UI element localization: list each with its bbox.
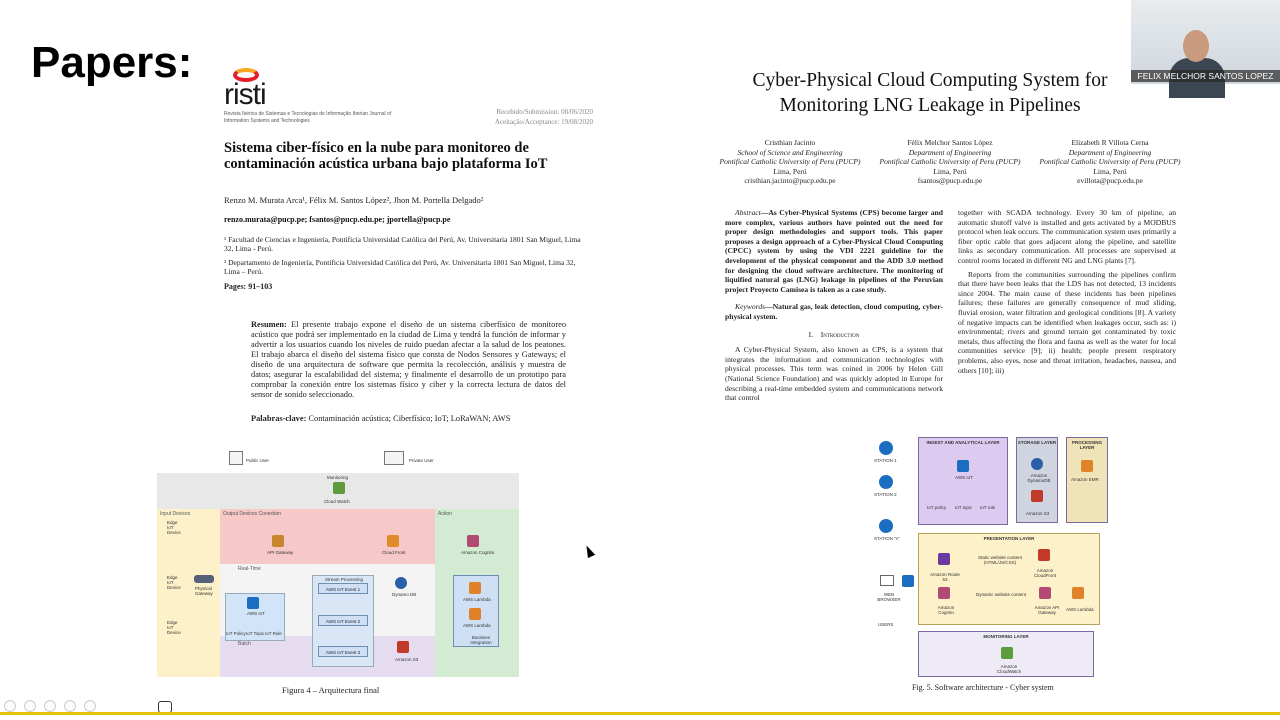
s3-label: Amazon S3 <box>395 657 419 662</box>
iot-event-1: AWS IoT Event 1 <box>318 583 368 594</box>
received-dates <box>485 107 593 127</box>
business-label: Bussines Integration <box>470 635 492 645</box>
public-user-icon <box>229 451 243 465</box>
presentation-layer-title: PRESENTATION LAYER <box>983 536 1035 541</box>
affiliation-1: ¹ Facultad de Ciencias e Ingeniería, Pontificia Universidad Católica del Perú, Av. Universitaria 1801 San Miguel, Lima 32, Lima - Perú. <box>224 235 581 253</box>
rp-keywords-label: Keywords <box>735 302 766 312</box>
author-2-dept: Department of Engineering <box>908 147 992 157</box>
cloudwatch-icon <box>333 482 345 494</box>
monitoring-layer-title: MONITORING LAYER <box>983 634 1029 639</box>
lambda-label-2: AWS Lambda <box>463 623 491 628</box>
cloudfront-icon <box>387 535 399 547</box>
left-paper-authors: Renzo M. Murata Arca¹, Félix M. Santos López², Jhon M. Portella Delgado² <box>224 195 484 205</box>
cognito-label-r: Amazon Cognito <box>937 605 955 615</box>
journal-subtitle: Revista Ibérica de Sistemas e Tecnologias de Informação Iberian Journal of Information Systems and Technologies <box>224 111 392 124</box>
left-paper-abstract <box>251 320 566 400</box>
route53-label: Amazon Route 53 <box>930 572 960 582</box>
toolbar-pen-icon[interactable] <box>44 700 56 712</box>
author-2-name: Félix Melchor Santos López <box>907 138 993 147</box>
aws-iot-icon-r <box>957 460 969 472</box>
presenter-head <box>1183 30 1209 62</box>
emr-icon <box>1081 460 1093 472</box>
journal-name: risti <box>224 78 266 111</box>
lambda-icon-1 <box>469 582 481 594</box>
mouse-cursor-icon <box>583 544 595 558</box>
monitoring-label: Monitoring <box>327 475 349 480</box>
author-2 <box>870 138 1030 186</box>
keywords-label: Palabras-clave: <box>251 414 307 423</box>
gateway-label: Physical Gateway <box>195 586 213 596</box>
toolbar-forward-icon[interactable] <box>24 700 36 712</box>
right-paper-column-2 <box>958 208 1176 394</box>
author-3 <box>1030 138 1190 186</box>
gateway-icon <box>194 575 214 583</box>
s3-icon-r <box>1031 490 1043 502</box>
api-gateway-label-r: Amazon API Gateway <box>1034 605 1060 615</box>
output-zone <box>220 509 435 564</box>
edge-device-3: Edge IoT Device <box>167 620 181 635</box>
left-paper-title: Sistema ciber-físico en la nube para monitoreo de contaminación acústica urbana bajo plataforma IoT <box>224 140 548 172</box>
aws-iot-label: AWS IoT <box>247 611 265 616</box>
lambda-label-1: AWS Lambda <box>463 597 491 602</box>
slide-title: Papers: <box>31 38 193 87</box>
author-3-city: Lima, Perú <box>1093 166 1127 176</box>
iot-rule-label-r: IoT rule <box>980 505 996 510</box>
static-content-label: Static website content (HTML/JS/CSS) <box>978 555 1022 565</box>
accepted-date: Aceitação/Acceptance: 19/08/2020 <box>494 118 593 126</box>
emr-label: Amazon EMR <box>1071 477 1099 482</box>
ingest-layer <box>918 437 1008 525</box>
iot-event-3: AWS IoT Event 3 <box>318 646 368 657</box>
station-n-icon <box>879 519 893 533</box>
input-devices-label: Input Devices <box>160 511 191 517</box>
left-paper-emails: renzo.murata@pucp.pe; fsantos@pucp.edu.pe; jportella@pucp.pe <box>224 215 451 224</box>
section-title: Introduction <box>820 329 860 339</box>
right-paper-column-1 <box>725 208 943 403</box>
cognito-icon-r <box>938 587 950 599</box>
author-3-univ: Pontifical Catholic University of Peru (PUCP) <box>1039 157 1181 166</box>
iot-policy-label: IoT Policy <box>226 631 246 636</box>
storage-layer-title: STORAGE LAYER <box>1017 440 1057 445</box>
rp-keywords-text: —Natural gas, leak detection, cloud computing, cyber-physical system. <box>725 302 943 321</box>
station-2-label: STATION 2 <box>874 492 897 497</box>
web-browser-label: WEB BROWSER <box>877 592 901 602</box>
cognito-label: Amazon Cognito <box>461 550 495 555</box>
author-2-univ: Pontifical Catholic University of Peru (PUCP) <box>879 157 1021 166</box>
dynamic-content-label: Dynamic website content <box>976 592 1027 597</box>
right-paper-title: Cyber-Physical Cloud Computing System for Monitoring LNG Leakage in Pipelines <box>752 70 1108 116</box>
private-user-icon <box>384 451 404 465</box>
batch-label: Batch <box>238 641 251 647</box>
progress-bar <box>0 712 1280 715</box>
author-1-name: Cristhian Jacinto <box>764 138 816 147</box>
left-figure-caption: Figura 4 – Arquitectura final <box>282 685 380 695</box>
processing-layer-title: PROCESSING LAYER <box>1071 440 1102 450</box>
cloudfront-icon-r <box>1038 549 1050 561</box>
realtime-label: Real-Time <box>238 566 261 572</box>
col2-paragraph-2: Reports from the communities surrounding the pipelines confirm that there have been leaks that the LDS has not detected, 13 incidents since 2004. The main cause of these incidents has been pipelines failures; these failures are generally consequence of mud sliding, fluvial erosion, water filtration and geological conditions [8]. A variety of negative impacts can be identified when leakages occur, such as: i) environmental; rivers and ground terrain get contaminated by toxic metals, thus affecting the flora and fauna as well as the water for local communities service [9]; ii) health; people present respiratory problems, also eyes, nose and throat irritation, headaches, nausea, and others [10]; iii) <box>958 269 1176 375</box>
station-1-label: STATION 1 <box>874 458 897 463</box>
author-2-city: Lima, Perú <box>933 166 967 176</box>
software-architecture-diagram <box>870 435 1110 680</box>
api-gateway-label: API Gateway <box>267 550 294 555</box>
author-3-dept: Department of Engineering <box>1068 147 1152 157</box>
author-1-univ: Pontifical Catholic University of Peru (PUCP) <box>719 157 861 166</box>
dynamodb-icon-r <box>1031 458 1043 470</box>
author-1-dept: School of Science and Engineering <box>737 147 843 157</box>
api-gateway-icon <box>272 535 284 547</box>
webcam-name-label: FELIX MELCHOR SANTOS LOPEZ <box>1131 70 1280 82</box>
author-1 <box>710 138 870 186</box>
cloudfront-label: Cloud Front <box>382 550 406 555</box>
dynamodb-label-r: Amazon DynamoDB <box>1027 473 1051 483</box>
iot-topic-label-r: IoT topic <box>955 505 973 510</box>
architecture-diagram-left <box>157 445 519 677</box>
iot-event-2: AWS IoT Event 2 <box>318 615 368 626</box>
abstract-label: Resumen: <box>251 320 287 329</box>
author-2-email: fsantos@pucp.edu.pe <box>917 176 983 185</box>
station-2-icon <box>879 475 893 489</box>
cloudwatch-label-r: Amazon CloudWatch <box>996 664 1022 674</box>
ingest-layer-title: INGEST AND ANALYTICAL LAYER <box>926 440 1000 445</box>
author-3-email: evillota@pucp.edu.pe <box>1077 176 1143 185</box>
private-user-label: Private User <box>409 458 434 463</box>
lambda-label-r: AWS Lambda <box>1066 607 1094 612</box>
cognito-icon <box>467 535 479 547</box>
dynamodb-icon <box>395 577 407 589</box>
cloudwatch-icon-r <box>1001 647 1013 659</box>
rp-abstract-label: Abstract <box>735 208 761 217</box>
author-1-email: cristhian.jacinto@pucp.edu.pe <box>744 176 836 185</box>
toolbar-menu-icon[interactable] <box>84 700 96 712</box>
cloudfront-label-r: Amazon CloudFront <box>1033 568 1057 578</box>
users-label: USERS <box>878 622 894 627</box>
edge-device-2: Edge IoT Device <box>167 575 181 590</box>
left-paper-pages: Pages: 91–103 <box>224 282 273 291</box>
col2-paragraph-1: together with SCADA technology. Every 30 km of pipeline, an automatic shutoff valve is installed and gets activated by a MODBUS protocol when leak occurs. The communication system uses primarily a fiber optic cable that goes adjacent along the pipeline, and satellite links as secondary communication. All processes are supervised at control rooms located in different NG and LNG plants [7]. <box>958 208 1176 265</box>
author-3-name: Elizabeth R Villota Cerna <box>1071 138 1149 147</box>
iot-policy-label-r: IoT policy <box>927 505 947 510</box>
route53-icon <box>938 553 950 565</box>
stream-processing-label: Stream Processing <box>325 577 364 582</box>
right-figure-caption: Fig. 5. Software architecture - Cyber system <box>912 683 1054 692</box>
api-gateway-icon-r <box>1039 587 1051 599</box>
toolbar-zoom-icon[interactable] <box>64 700 76 712</box>
station-1-icon <box>879 441 893 455</box>
output-label: Output Devices Conection <box>223 511 282 517</box>
iot-topic-label: IoT Topic <box>246 631 265 636</box>
dynamodb-label: Dynamo DB <box>392 592 417 597</box>
s3-icon <box>397 641 409 653</box>
s3-label-r: Amazon S3 <box>1026 511 1050 516</box>
section-number: I. <box>808 329 814 339</box>
abstract-text: El presente trabajo expone el diseño de un sistema ciberfísico de monitoreo acústico que podrá ser implementado en la ciudad de Lima y tendrá la función de informar y advertir a los usuarios cuando los niveles de ruido puedan afectar a la salud de los peatones. El trabajo abarca el diseño del sistema físico que consta de Nodos Sensores y Gateways; el diseño de una arquitectura de software que permita la recolección, análisis y muestra de datos; asegurar la escalabilidad del sistema; y finalmente el desarrollo de un prototipo para comprobar la conexión entre los sistemas físico y ciber y la correcta lectura de datos del sensor de sonido seleccionado. <box>251 320 567 399</box>
web-browser-icon <box>880 575 894 586</box>
affiliation-2: ² Departamento de Ingeniería, Pontificia Universidad Católica del Perú, Av. Universitaria 1801 San Miguel, Lima 32, Lima – Perú. <box>224 258 576 276</box>
aws-iot-icon <box>247 597 259 609</box>
users-device-icon <box>902 575 914 587</box>
toolbar-back-icon[interactable] <box>4 700 16 712</box>
cloudwatch-label: Cloud Watch <box>324 499 350 504</box>
intro-text: A Cyber-Physical System, also known as CPS, is a system that integrates the information and communication technologies with physical processes. This term was coined in 2006 by Helen Gill (National Science Foundation) and was quickly adopted in Europe for describing a real-time embedded system and communications network that control <box>725 345 943 403</box>
station-n-label: STATION "n" <box>874 536 900 541</box>
rp-abstract-text: —As Cyber-Physical Systems (CPS) become larger and more complex, various authors have pointed out the need for proper design methodologies and support tools. This paper proposes a design approach of a Cyber-Physical Cloud Computing (CPCC) system by using the VDI 2221 guideline for the development of the physical component and the ADD 3.0 method for designing the cloud software architecture. The monitoring of liquified natural gas (LNG) leakage in pipelines of the Peruvian project Proyecto Camisea is taken as a case study. <box>725 208 943 294</box>
left-paper-keywords <box>251 414 510 423</box>
iot-rule-label: IoT Rule <box>265 631 282 636</box>
edge-device-1: Edge IoT Device <box>167 520 181 535</box>
action-label: Action <box>438 511 452 517</box>
lambda-icon-r <box>1072 587 1084 599</box>
aws-iot-label-r: AWS IoT <box>955 475 973 480</box>
public-user-label: Public User <box>246 458 270 463</box>
lambda-icon-2 <box>469 608 481 620</box>
author-1-city: Lima, Perú <box>773 166 807 176</box>
received-date: Recebido/Submission: 08/06/2020 <box>496 108 593 116</box>
keywords-text: Contaminación acústica; Ciberfísico; IoT; LoRaWAN; AWS <box>308 414 511 423</box>
